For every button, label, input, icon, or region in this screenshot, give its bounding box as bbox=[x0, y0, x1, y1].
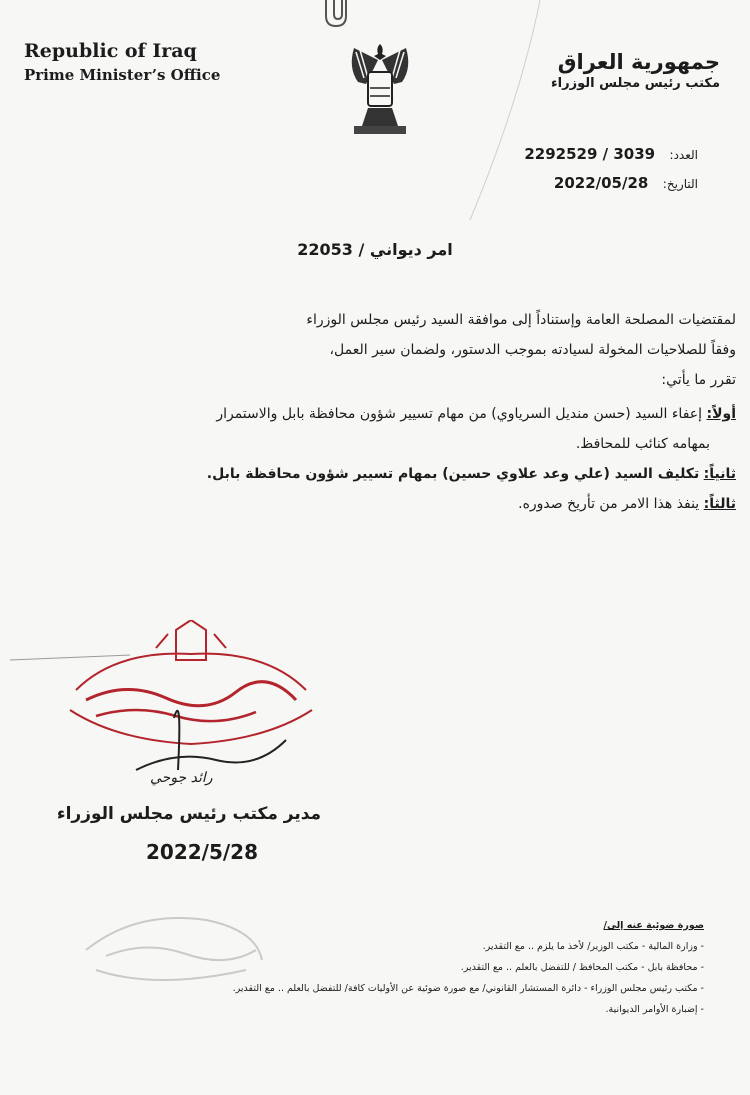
body-paragraph: وفقاً للصلاحيات المخولة لسيادته بموجب الدستور، ولضمان سير العمل، bbox=[329, 342, 736, 358]
order-item-3 bbox=[16, 489, 736, 519]
copy-item: - إضبارة الأوامر الديوانية. bbox=[605, 1004, 704, 1015]
office-name-ar: مكتب رئيس مجلس الوزراء bbox=[551, 76, 720, 91]
date-value: 2022/05/28 bbox=[553, 174, 649, 192]
copy-item: - محافظة بابل - مكتب المحافظ / للتفضل بالعلم .. مع التقدير. bbox=[460, 962, 704, 973]
copies-list bbox=[64, 915, 704, 1020]
eagle-emblem-icon bbox=[340, 38, 420, 138]
item-text: ينفذ هذا الامر من تأريخ صدوره. bbox=[518, 496, 700, 512]
item-label: أولاً: bbox=[706, 406, 736, 422]
item-label: ثانياً: bbox=[703, 466, 736, 482]
number-label: العدد: bbox=[669, 148, 698, 162]
date-row bbox=[524, 169, 698, 198]
english-letterhead bbox=[24, 40, 220, 84]
signatory-name: رائد جوحي bbox=[150, 770, 213, 786]
order-title: امر ديواني / 22053 bbox=[297, 240, 453, 259]
signature-date: 2022/5/28 bbox=[145, 840, 259, 864]
copies-heading: صورة ضوئية عنه إلى/ bbox=[603, 920, 704, 931]
item-text: إعفاء السيد (حسن منديل السرياوي) من مهام تسيير شؤون محافظة بابل والاستمرار bbox=[216, 406, 703, 422]
item-text: تكليف السيد (علي وعد علاوي حسين) بمهام تسيير شؤون محافظة بابل. bbox=[206, 466, 700, 482]
arabic-letterhead bbox=[551, 50, 720, 91]
copy-item: - وزارة المالية - مكتب الوزير/ لأخذ ما يلزم .. مع التقدير. bbox=[482, 941, 704, 952]
item-label: ثالثاً: bbox=[703, 496, 736, 512]
order-body bbox=[16, 305, 736, 519]
number-row bbox=[524, 140, 698, 169]
office-name-en: Prime Minister’s Office bbox=[24, 66, 221, 84]
copy-item: - مكتب رئيس مجلس الوزراء - دائرة المستشار القانوني/ مع صورة ضوئية عن الأوليات كافة/ للتفضل بالعلم .. مع التقدير. bbox=[232, 983, 704, 994]
number-value: 2292529 / 3039 bbox=[524, 145, 656, 163]
document-meta bbox=[524, 140, 698, 198]
order-item-1-cont: بمهامه كنائب للمحافظ. bbox=[575, 436, 710, 452]
country-name-ar: جمهورية العراق bbox=[557, 50, 720, 74]
body-paragraph: لمقتضيات المصلحة العامة وإستناداً إلى موافقة السيد رئيس مجلس الوزراء bbox=[306, 312, 736, 328]
date-label: التاريخ: bbox=[662, 177, 698, 191]
official-stamp-icon bbox=[56, 620, 326, 780]
country-name-en: Republic of Iraq bbox=[24, 40, 197, 62]
signatory-title: مدير مكتب رئيس مجلس الوزراء bbox=[56, 804, 322, 824]
paper-clip-icon bbox=[308, 0, 368, 32]
body-paragraph: تقرر ما يأتي: bbox=[661, 372, 736, 388]
order-item-1 bbox=[16, 399, 736, 429]
order-item-2 bbox=[16, 459, 736, 489]
